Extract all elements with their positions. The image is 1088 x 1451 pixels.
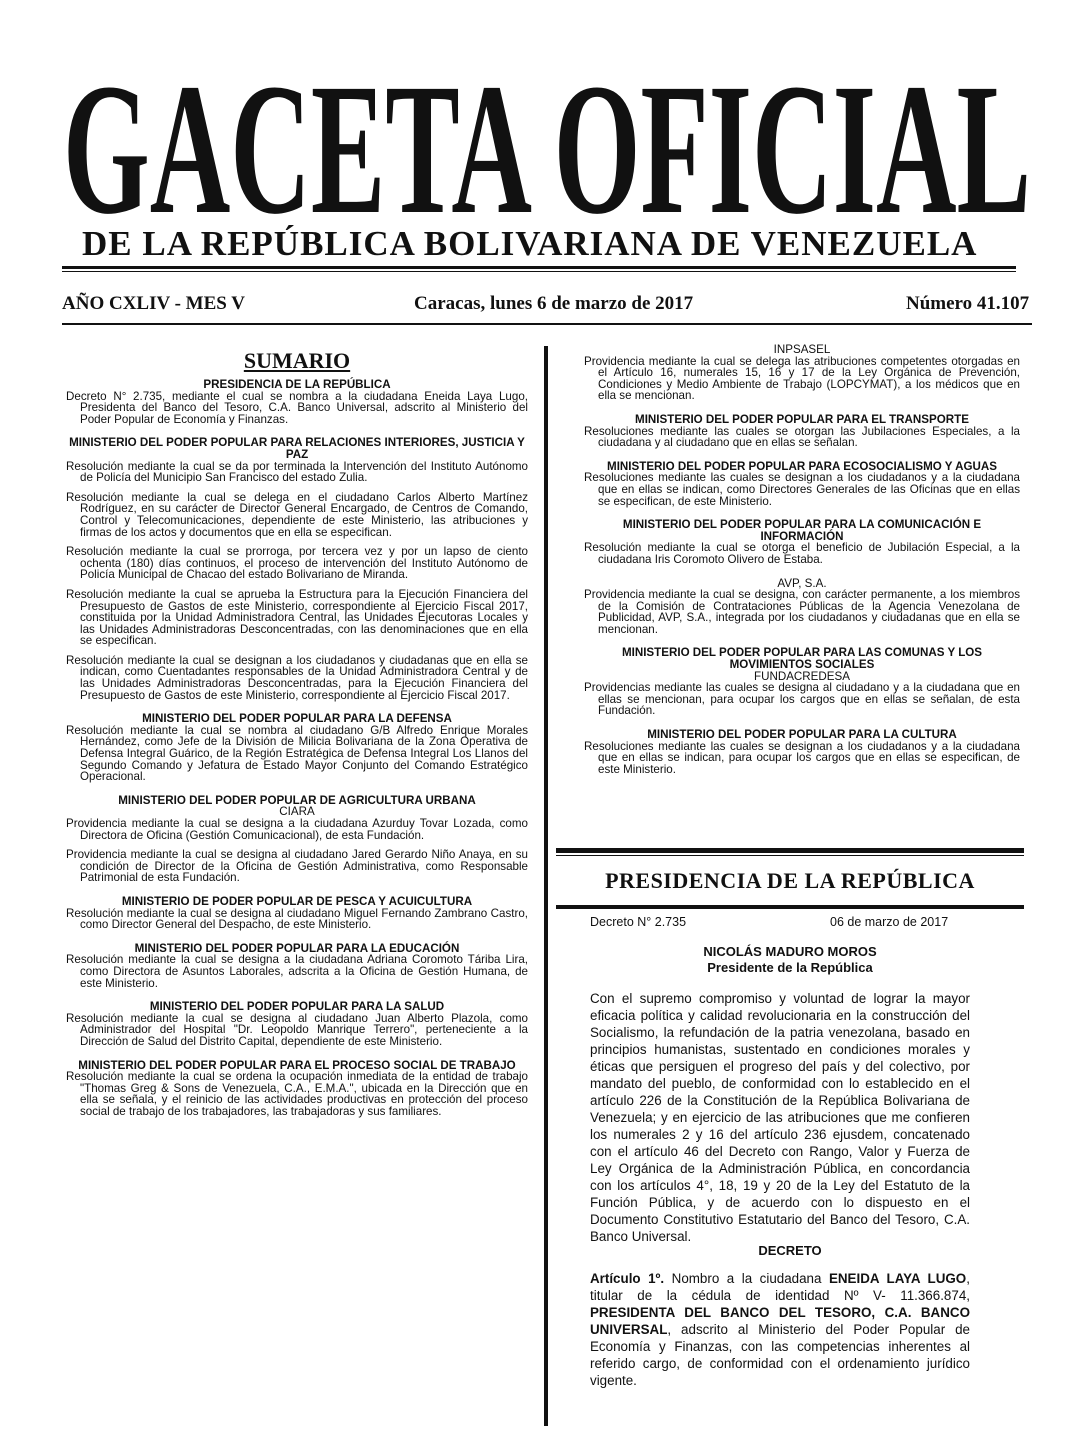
entity-subheading: INPSASEL [773, 343, 831, 356]
sumario-right-column [584, 344, 1020, 775]
ministry-heading: MINISTERIO DEL PODER POPULAR PARA LA SALUD [149, 1000, 445, 1014]
sumario-entry: Providencia mediante la cual se delega las atribuciones competentes otorgadas en el Artículo 16, numerales 15, 16 y 17 de la Ley Orgánica de Prevención, Condiciones y Medio Ambiente de Trabajo (LOPCYMAT), a los médicos que en ella se mencionan. [584, 354, 1020, 403]
decree-preamble: Con el supremo compromiso y voluntad de lograr la mayor eficacia política y calidad revolucionaria en la construcción del Socialismo, la refundación de la patria venezolana, basado en principios humanistas, sustentado en condiciones morales y éticas que persiguen el progreso del país y del colectivo, por mandato del pueblo, de conformidad con lo establecido en el artículo 226 de la Constitución de la República Bolivariana de Venezuela; y en ejercicio de las atribuciones que me confieren los numerales 2 y 16 del artículo 236 ejusdem, concatenado con el artículo 46 del Decreto con Rango, Valor y Fuerza de Ley Orgánica de la Administración Pública, en concordancia con los artículos 4°, 18, 19 y 20 de la Ley del Estatuto de la Función Pública, y de acuerdo con lo dispuesto en el Documento Constitutivo Estatutario del Banco del Tesoro, C.A. Banco Universal. [590, 991, 970, 1244]
ministry-heading: PRESIDENCIA DE LA REPÚBLICA [203, 378, 391, 391]
sumario-entry: Providencia mediante la cual se designa, con carácter permanente, a los miembros de la Comisión de Contrataciones Públicas de la Agencia Venezolana de Publicidad, AVP, S.A., integrada por los ciudadanos y ciudadanas que en ella se mencionan. [584, 588, 1020, 636]
group-gap [584, 449, 1020, 461]
masthead-title-text: GACETA OFICIAL [63, 68, 1031, 220]
sumario-entry: Resolución mediante la cual se otorga el beneficio de Jubilación Especial, a la ciudadana Iris Coromoto Olivero de Estaba. [584, 541, 1020, 566]
ministry-heading: MINISTERIO DEL PODER POPULAR PARA ECOSOCIALISMO Y AGUAS [607, 459, 997, 473]
sumario-entry: Resolución mediante la cual se delega en el ciudadano Carlos Alberto Martínez Rodríguez, en su carácter de Director General Encargado, de Centros de Comando, Control y Telecomunicaciones, dependiente de este Ministerio, las atribuciones y firmas de los actos y documentos que en ella se especifican. [66, 490, 528, 539]
column-divider [544, 346, 548, 1426]
decree-number: Decreto N° 2.735 [590, 915, 687, 929]
appointee-name: ENEIDA LAYA LUGO [828, 1271, 967, 1286]
issue-number: Número 41.107 [906, 293, 1030, 314]
ministry-heading: MINISTERIO DEL PODER POPULAR PARA EL PROCESO SOCIAL DE TRABAJO [78, 1058, 516, 1072]
sumario-left-list [66, 379, 528, 1117]
ministry-heading: MINISTERIO DE PODER POPULAR DE PESCA Y ACUICULTURA [121, 894, 473, 908]
sumario-right-list [584, 344, 1020, 775]
decreto-heading: DECRETO [758, 1243, 822, 1258]
masthead-rule-top [62, 266, 1016, 269]
sumario-entry: Resoluciones mediante las cuales se designan a los ciudadanos y a la ciudadana que en ellas se indican, para ocupar los cargos que en ellas se especifican, de este Ministerio. [584, 739, 1020, 776]
article-text-c: , adscrito al Ministerio del Poder Popular de Economía y Finanzas, con las competencias inherentes al referido cargo, de conformidad con el ordenamiento jurídico vigente. [590, 1322, 970, 1388]
sumario-entry: Providencia mediante la cual se designa al ciudadano Jared Gerardo Niño Anaya, en su condición de Director de la Oficina de Gestión Administrativa, como Responsable Patrimonial de esta Fundación. [66, 848, 528, 885]
sumario-entry: Resolución mediante la cual se nombra al ciudadano G/B Alfredo Enrique Morales Hernández, como Jefe de la División de Milicia Bolivariana de la Zona Operativa de Defensa Integral Guárico, de la Región Estratégica de Defensa Integral Los Llanos del Segundo Comando y Jefatura de Estado Mayor Conjunto del Comando Estratégico Operacional. [66, 723, 528, 784]
ministry-heading: MINISTERIO DEL PODER POPULAR PARA RELACIONES INTERIORES, JUSTICIA Y PAZ [69, 436, 525, 461]
sumario-left-column [66, 345, 528, 1117]
masthead [62, 68, 1032, 220]
issue-year: AÑO CXLIV - MES V [62, 293, 245, 314]
appointed-post: PRESIDENTA DEL BANCO DEL TESORO, C.A. BANCO UNIVERSAL [590, 1305, 970, 1337]
sumario-entry: Providencia mediante la cual se designa a la ciudadana Azurduy Tovar Lozada, como Directora de Oficina (Gestión Comunicacional), de esta Fundación. [66, 817, 528, 842]
masthead-title [62, 68, 1032, 220]
sumario-entry: Resolución mediante la cual se ordena la ocupación inmediata de la entidad de trabajo "Thomas Greg & Sons de Venezuela, C.A., E.M.A.", ubicada en la Dirección que en ella se señala, y el reinicio de las actividades productivas en protección del proceso social de trabajo de los trabajadores, las trabajadoras y sus familiares. [66, 1070, 528, 1118]
ministry-heading: MINISTERIO DEL PODER POPULAR PARA EL TRANSPORTE [635, 412, 969, 426]
group-gap [66, 931, 528, 943]
sumario-entry: Resolución mediante la cual se da por terminada la Intervención del Instituto Autónomo de Policía del Municipio San Francisco del estado Zulia. [66, 459, 528, 485]
entity-subheading: CIARA [279, 805, 315, 819]
section-title: PRESIDENCIA DE LA REPÚBLICA [605, 868, 975, 893]
sumario-entry: Resolución mediante la cual se designa al ciudadano Juan Alberto Plazola, como Administrador del Hospital "Dr. Leopoldo Manrique Terrero", perteneciente a la Dirección de Salud del Distrito Capital, dependiente de este Ministerio. [66, 1011, 528, 1048]
group-gap [66, 783, 528, 795]
ministry-heading: MINISTERIO DEL PODER POPULAR PARA LAS COMUNAS Y LOS MOVIMIENTOS SOCIALES [621, 646, 983, 672]
sumario-title: SUMARIO [243, 348, 351, 373]
sumario-entry: Providencias mediante las cuales se designa al ciudadano y a la ciudadana que en ellas se mencionan, para ocupar los cargos que en ellas se señalan, de esta Fundación. [584, 681, 1020, 718]
sumario-entry: Resolución mediante la cual se designa a la ciudadana Adriana Coromoto Táriba Lira, como Directora de Asuntos Laborales, adscrita a la Oficina de Gestión Humana, de este Ministerio. [66, 953, 528, 990]
sumario-entry: Resolución mediante la cual se aprueba la Estructura para la Ejecución Financiera del Presupuesto de Gastos de este Ministerio, correspondiente al Ejercicio Fiscal 2017, constituida por la Unidad Administradora Central, las Unidades Ejecutoras Locales y las Unidades Administradoras Desconcentradas, con las denominaciones que en ella se especifican. [66, 587, 528, 648]
sumario-entry: Resolución mediante la cual se designa al ciudadano Miguel Fernando Zambrano Castro, como Director General del Despacho, de este Ministerio. [66, 906, 528, 932]
section-rule-light [556, 855, 1024, 856]
entity-subheading: AVP, S.A. [777, 576, 827, 590]
group-gap [584, 566, 1020, 578]
ministry-heading: MINISTERIO DEL PODER POPULAR DE AGRICULTURA URBANA [118, 793, 476, 807]
sumario-entry: Resoluciones mediante las cuales se otorgan las Jubilaciones Especiales, a la ciudadana y al ciudadano que en ellas se señalan. [584, 424, 1020, 450]
header-rule [62, 323, 1032, 325]
entity-subheading: FUNDACREDESA [754, 669, 850, 683]
article-label: Artículo 1º. [590, 1271, 665, 1286]
ministry-heading: MINISTERIO DEL PODER POPULAR PARA LA CULTURA [647, 728, 957, 742]
sumario-entry: Decreto N° 2.735, mediante el cual se nombra a la ciudadana Eneida Laya Lugo, Presidenta del Banco del Tesoro, C.A. Banco Universal, adscrito al Ministerio del Poder Popular de Economía y Finanzas. [66, 389, 528, 426]
masthead-subtitle: DE LA REPÚBLICA BOLIVARIANA DE VENEZUELA [82, 224, 978, 263]
sumario-entry: Resolución mediante la cual se prorroga, por tercera vez y por un lapso de ciento ochenta (180) días continuos, el proceso de intervención del Instituto Autónomo de Policía Municipal de Chacao del estado Bolivariano de Miranda. [66, 545, 528, 582]
article-text-b: , titular de la cédula de identidad Nº V- 11.366.874, [590, 1271, 970, 1303]
sumario-entry: Resolución mediante la cual se designan a los ciudadanos y ciudadanas que en ella se indican, como Cuentadantes responsables de la Unidad Administradora Central y de las Unidades Administradoras Desconcentradas, para la Ejecución Financiera del Presupuesto de Gastos de este Ministerio, correspondiente al Ejercicio Fiscal 2017. [66, 653, 528, 702]
ministry-heading: MINISTERIO DEL PODER POPULAR PARA LA DEFENSA [142, 712, 452, 726]
masthead-rule-bottom [62, 271, 1016, 272]
president-name: NICOLÁS MADURO MOROS [703, 944, 877, 959]
article-text-a: Nombro a la ciudadana [671, 1271, 822, 1286]
sumario-entry: Resoluciones mediante las cuales se designan a los ciudadanos y a la ciudadana que en ellas se indican, como Directores Generales de las Oficinas que en ellas se especifican, de este Ministerio. [584, 471, 1020, 508]
article-1 [590, 1270, 970, 1389]
ministry-heading: MINISTERIO DEL PODER POPULAR PARA LA COMUNICACIÓN E INFORMACIÓN [622, 518, 982, 543]
issue-date: Caracas, lunes 6 de marzo de 2017 [414, 293, 694, 314]
section-rule-heavy [556, 848, 1024, 853]
decree-date: 06 de marzo de 2017 [830, 915, 949, 929]
section-title-rule [556, 905, 1024, 909]
group-gap [66, 1048, 528, 1060]
president-title: Presidente de la República [707, 960, 873, 975]
ministry-heading: MINISTERIO DEL PODER POPULAR PARA LA EDUCACIÓN [134, 941, 460, 955]
